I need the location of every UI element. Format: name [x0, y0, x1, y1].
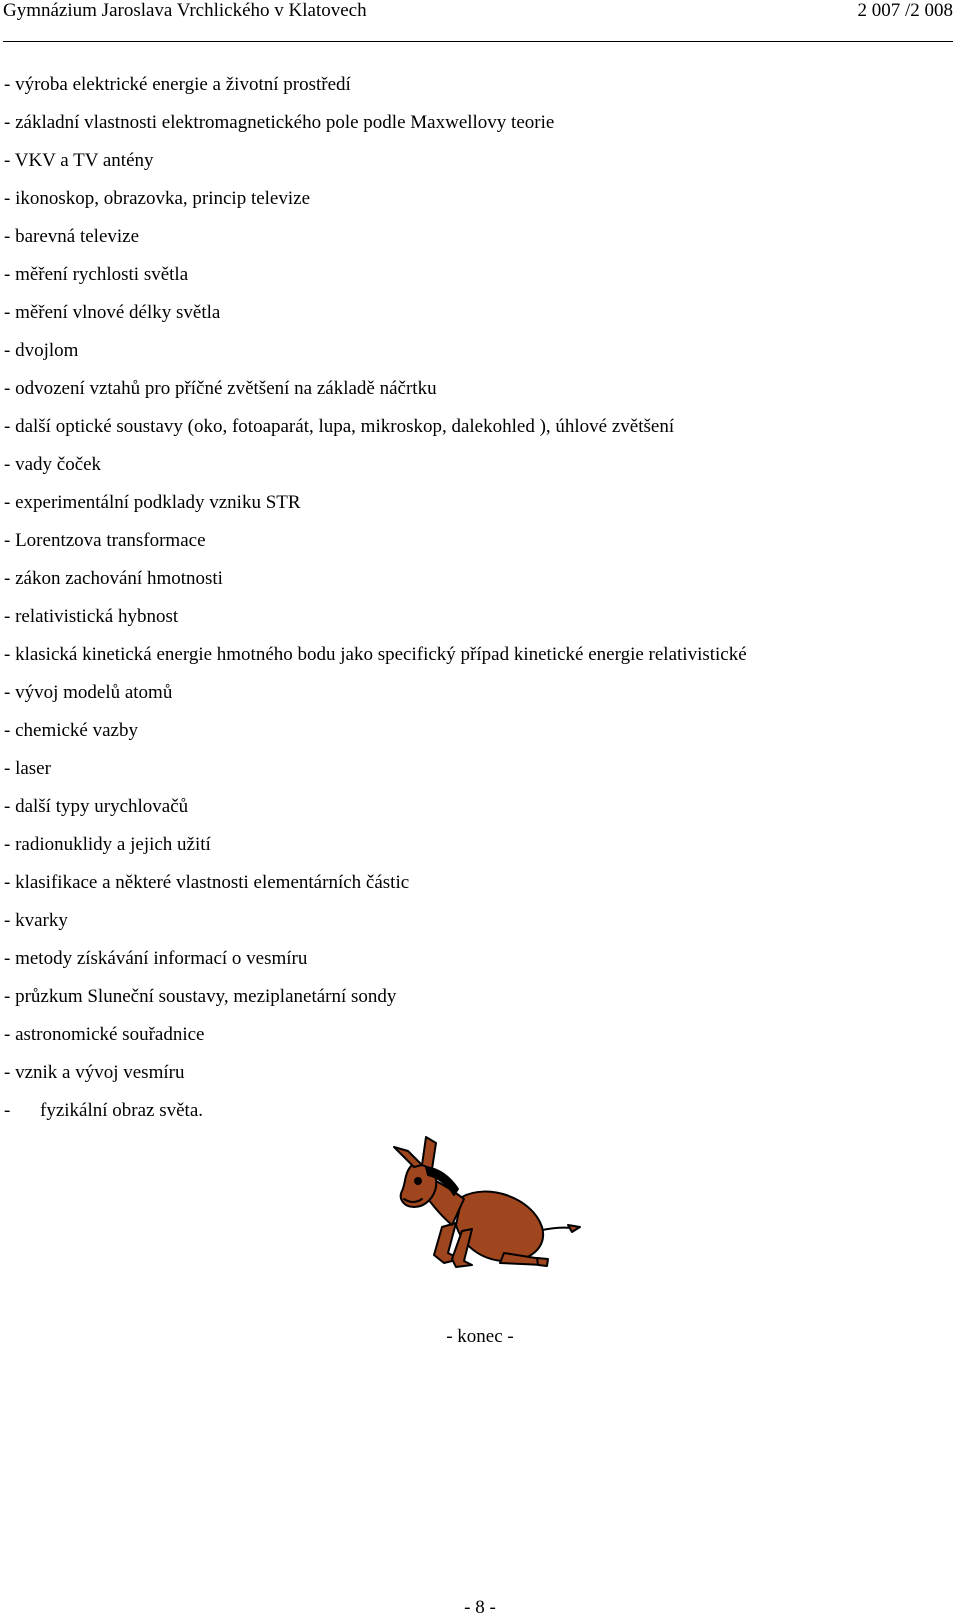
list-item-last — [4, 1098, 747, 1136]
list-item: - astronomické souřadnice — [4, 1024, 205, 1045]
list-item: - barevná televize — [4, 226, 140, 247]
list-item: - základní vlastnosti elektromagnetického pole podle Maxwellovy teorie — [4, 112, 555, 133]
list-item: - další optické soustavy (oko, fotoaparát, lupa, mikroskop, dalekohled ), úhlové zvětšení — [4, 416, 675, 437]
page-header — [3, 0, 953, 42]
list-item: - klasifikace a některé vlastnosti elementárních částic — [4, 872, 410, 893]
list-item: - vznik a vývoj vesmíru — [4, 1062, 185, 1083]
list-item: - metody získávání informací o vesmíru — [4, 948, 308, 969]
list-item: - Lorentzova transformace — [4, 530, 206, 551]
list-item-text: fyzikální obraz světa. — [40, 1100, 204, 1121]
list-dash: - — [4, 1100, 11, 1121]
list-item: - měření vlnové délky světla — [4, 302, 221, 323]
end-marker: - konec - — [446, 1326, 514, 1347]
list-item: - klasická kinetická energie hmotného bodu jako specifický případ kinetické energie relativistické — [4, 644, 747, 665]
list-item: - ikonoskop, obrazovka, princip televize — [4, 188, 311, 209]
list-item: - zákon zachování hmotnosti — [4, 568, 223, 589]
school-name: Gymnázium Jaroslava Vrchlického v Klatovech — [3, 0, 367, 21]
list-item: - radionuklidy a jejich užití — [4, 834, 211, 855]
topic-list — [4, 72, 747, 1136]
list-item: - chemické vazby — [4, 720, 138, 741]
list-item: - relativistická hybnost — [4, 606, 179, 627]
list-item: - dvojlom — [4, 340, 79, 361]
list-item: - experimentální podklady vzniku STR — [4, 492, 301, 513]
list-item: - vady čoček — [4, 454, 102, 475]
page-number: - 8 - — [464, 1597, 496, 1618]
list-item: - další typy urychlovačů — [4, 796, 189, 817]
school-year: 2 007 /2 008 — [857, 0, 953, 21]
list-item: - vývoj modelů atomů — [4, 682, 173, 703]
list-item: - VKV a TV antény — [4, 150, 154, 171]
list-item: - výroba elektrické energie a životní prostředí — [4, 74, 351, 95]
list-item: - odvození vztahů pro příčné zvětšení na základě náčrtku — [4, 378, 437, 399]
donkey-illustration-icon — [392, 1135, 582, 1270]
list-item: - průzkum Sluneční soustavy, meziplanetární sondy — [4, 986, 397, 1007]
list-item: - laser — [4, 758, 51, 779]
list-item: - měření rychlosti světla — [4, 264, 189, 285]
list-item: - kvarky — [4, 910, 68, 931]
